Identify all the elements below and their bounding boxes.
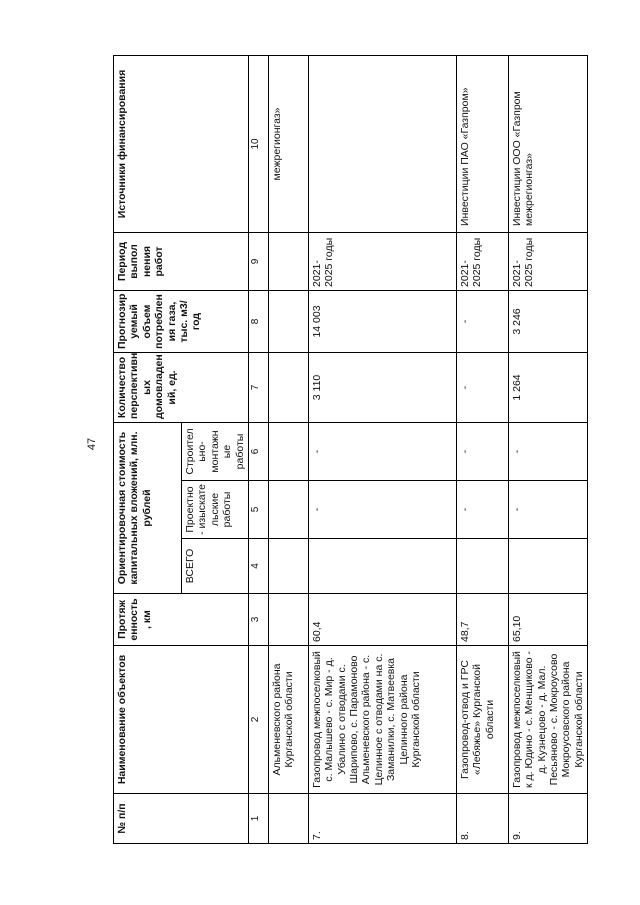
header-cost: Ориентировочная стоимость капитальных вложений, млн. рублей — [114, 422, 182, 593]
continuation-cell — [268, 481, 308, 539]
header-design: Проектно - изыскате льские работы — [182, 481, 249, 539]
row-gas-volume: - — [456, 290, 508, 352]
row-name: Газопровод-отвод и ГРС «Лебяжье» Курганской области — [456, 646, 508, 794]
column-number: 8 — [248, 290, 268, 352]
header-period: Период выпол нения работ — [114, 232, 249, 290]
row-construction: - — [508, 422, 587, 480]
row-period: 2021- 2025 годы — [508, 232, 587, 290]
row-length: 48,7 — [456, 594, 508, 646]
row-period: 2021- 2025 годы — [456, 232, 508, 290]
table-row — [508, 55, 587, 843]
column-number: 6 — [248, 422, 268, 480]
header-total: ВСЕГО — [182, 539, 249, 594]
row-design: - — [508, 481, 587, 539]
continuation-source: межрегионгаз» — [268, 55, 308, 232]
header-construction: Строител ьно- монтажн ые работы — [182, 422, 249, 480]
column-number: 2 — [248, 646, 268, 794]
row-households: - — [456, 352, 508, 422]
row-period: 2021- 2025 годы — [308, 232, 456, 290]
column-number: 10 — [248, 55, 268, 232]
column-number: 9 — [248, 232, 268, 290]
row-households: 1 264 — [508, 352, 587, 422]
row-design: - — [456, 481, 508, 539]
row-construction: - — [308, 422, 456, 480]
row-total — [508, 539, 587, 594]
row-households: 3 110 — [308, 352, 456, 422]
row-source — [308, 55, 456, 232]
continuation-cell — [268, 539, 308, 594]
continuation-cell — [268, 290, 308, 352]
row-gas-volume: 3 246 — [508, 290, 587, 352]
row-source: Инвестиции ООО «Газпром межрегионгаз» — [508, 55, 587, 232]
row-gas-volume: 14 003 — [308, 290, 456, 352]
header-gas-volume: Прогнозир уемый объем потреблен ия газа, тыс. м3/год — [114, 290, 249, 352]
row-num: 9. — [508, 794, 587, 844]
column-number: 5 — [248, 481, 268, 539]
column-number: 7 — [248, 352, 268, 422]
row-design: - — [308, 481, 456, 539]
header-households: Количество перспективн ых домовладен ий, ед. — [114, 352, 249, 422]
rotated-table-container — [113, 56, 585, 844]
continuation-name: Альменевского района Курганской области — [268, 646, 308, 794]
column-number: 4 — [248, 539, 268, 594]
header-name: Наименование объектов — [114, 646, 249, 794]
row-name: Газопровод межпоселковый с. Малышево - с. Мир - д. Убалино с отводами с. Шарипово, с. Парамоново Альменевского района - с. Целинное с отводами на с. Заманилки, с. Матвеевка Целинного района Курганской области — [308, 646, 456, 794]
row-name: Газопровод межпоселковый к д. Юдино - с. Менщиково - д. Кузнецово - д. Мал. Песьяново - с. Мокроусово Мокроусовского района Курганской области — [508, 646, 587, 794]
continuation-cell — [268, 232, 308, 290]
row-num: 8. — [456, 794, 508, 844]
continuation-cell — [268, 594, 308, 646]
page-number: 47 — [86, 437, 98, 451]
row-length: 65,10 — [508, 594, 587, 646]
continuation-cell — [268, 794, 308, 844]
header-source: Источники финансирования — [114, 55, 249, 232]
column-number: 3 — [248, 594, 268, 646]
row-total — [456, 539, 508, 594]
row-length: 60,4 — [308, 594, 456, 646]
row-total — [308, 539, 456, 594]
continuation-cell — [268, 422, 308, 480]
gas-pipeline-table — [113, 55, 588, 844]
continuation-cell — [268, 352, 308, 422]
header-length: Протяж енность , км — [114, 594, 249, 646]
table-row — [456, 55, 508, 843]
table-row — [308, 55, 456, 843]
header-num: № п/п — [114, 794, 249, 844]
column-number: 1 — [248, 794, 268, 844]
row-source: Инвестиции ПАО «Газпром» — [456, 55, 508, 232]
row-construction: - — [456, 422, 508, 480]
row-num: 7. — [308, 794, 456, 844]
